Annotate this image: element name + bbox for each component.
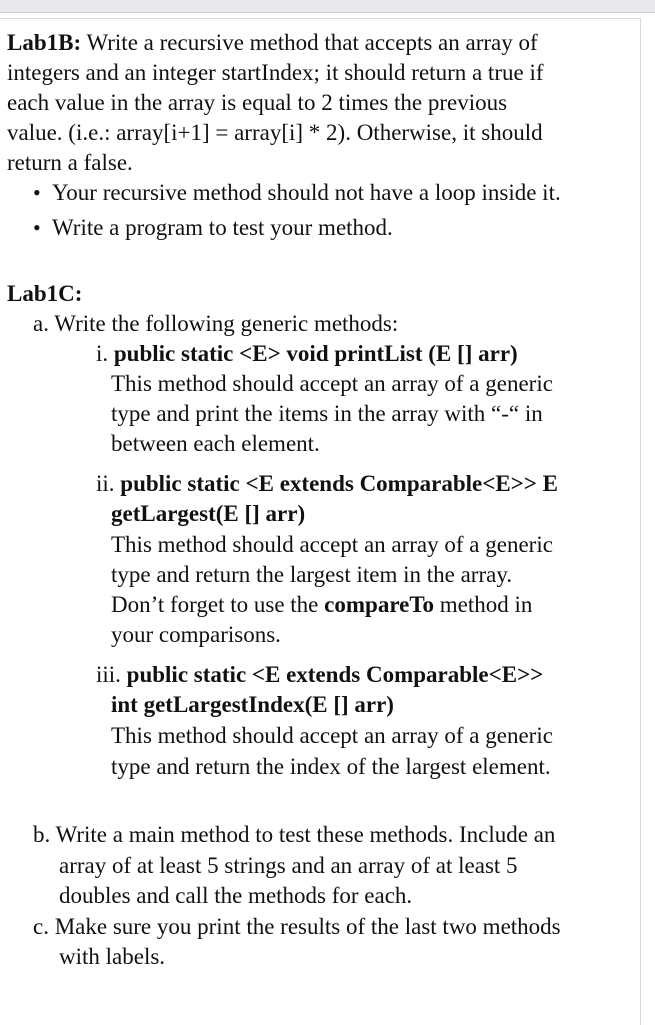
- lab1c-a-line: a. Write the following generic methods:: [33, 311, 399, 336]
- lab1b-line-1: Lab1B: Write a recursive method that accepts an array of: [7, 30, 538, 55]
- method-ii-signature: ii. public static <E extends Comparable<E>> E: [96, 471, 558, 496]
- method-iii-signature: iii. public static <E extends Comparable<E>>: [96, 662, 544, 687]
- lab1b-line-3: each value in the array is equal to 2 times the previous: [7, 90, 508, 115]
- method-i-desc-1: This method should accept an array of a generic: [111, 371, 553, 396]
- method-ii-signature-2: getLargest(E [] arr): [111, 501, 306, 526]
- method-i-desc-3: between each element.: [111, 431, 320, 456]
- method-i-signature: i. public static <E> void printList (E [] arr): [96, 341, 518, 366]
- lab1b-line-5: return a false.: [7, 150, 133, 175]
- lab1c-c-line-2: with labels.: [59, 944, 166, 969]
- lab1c-b-line-3: doubles and call the methods for each.: [59, 883, 413, 908]
- bullet-dot-icon: •: [33, 180, 41, 205]
- lab1c-c-line-1: c. Make sure you print the results of the last two methods: [33, 914, 561, 939]
- browser-top-bar: [0, 0, 655, 13]
- lab1c-b-line-2: array of at least 5 strings and an array of at least 5: [59, 853, 518, 878]
- lab1c-heading: Lab1C:: [7, 281, 83, 306]
- bullet-dot-icon: •: [33, 215, 41, 240]
- method-ii-desc-2: type and return the largest item in the array.: [111, 562, 513, 587]
- lab1b-line-2: integers and an integer startIndex; it should return a true if: [7, 60, 544, 85]
- method-ii-desc-1: This method should accept an array of a generic: [111, 532, 553, 557]
- lab1b-bullet-2: Write a program to test your method.: [52, 215, 393, 240]
- method-ii-note-end: your comparisons.: [111, 622, 281, 647]
- lab1b-line-4: value. (i.e.: array[i+1] = array[i] * 2). Otherwise, it should: [7, 120, 543, 145]
- method-iii-signature-2: int getLargestIndex(E [] arr): [111, 692, 394, 717]
- method-iii-desc-2: type and return the index of the largest element.: [111, 754, 551, 779]
- method-i-desc-2: type and print the items in the array with “-“ in: [111, 401, 543, 426]
- method-ii-note: Don’t forget to use the compareTo method in: [111, 592, 533, 617]
- lab1b-heading: Lab1B:: [7, 30, 82, 55]
- lab1b-bullet-1: Your recursive method should not have a loop inside it.: [52, 180, 561, 205]
- lab1c-b-line-1: b. Write a main method to test these methods. Include an: [33, 822, 556, 847]
- method-iii-desc-1: This method should accept an array of a generic: [111, 723, 553, 748]
